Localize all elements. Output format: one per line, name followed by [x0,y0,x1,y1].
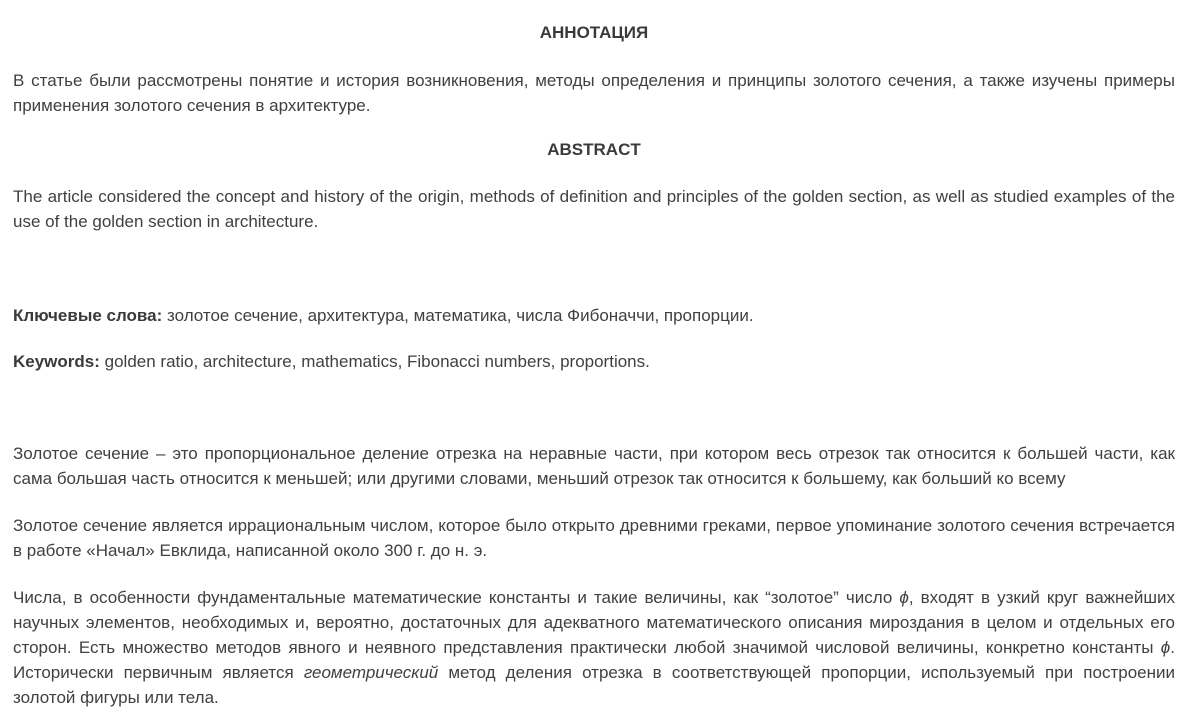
abstract-heading: ABSTRACT [547,140,641,159]
keywords-ru-text: золотое сечение, архитектура, математика, числа Фибоначчи, пропорции. [162,306,754,325]
abstract-text: The article considered the concept and history of the origin, methods of definition and principles of the golden section, as well as studied examples of the use of the golden section in architecture. [13,187,1175,231]
p3-part2: , входят в узкий круг важнейших научных элементов, необходимых и, вероятно, достаточных для адекватного математического описания мироздания в целом и отдельных его сторон. Есть множество методов явного и неявного представления практически любой значимой числовой величины, конкретно константы [13,588,1176,657]
body-paragraph-2: Золотое сечение является иррациональным числом, которое было открыто древними греками, первое упоминание золотого сечения встречается в работе «Начал» Евклида, написанной около 300 г. до н. э. [13,516,1175,560]
keywords-en-label: Keywords: [13,352,100,371]
p3-part1: Числа, в особенности фундаментальные математические константы и такие величины, как “золотое” число [13,588,900,607]
p3-part4: метод деления отрезка в соответствующей пропорции, используемый при построении золотой фигуры или тела. [13,663,1175,707]
p3-italic-term: геометрический [303,663,439,682]
keywords-en [13,349,1175,374]
phi-symbol: ϕ [899,588,909,607]
annotation-text: В статье были рассмотрены понятие и история возникновения, методы определения и принципы золотого сечения, а также изучены примеры применения золотого сечения в архитектуре. [13,71,1175,115]
annotation-heading: АННОТАЦИЯ [539,23,649,42]
phi-symbol: ϕ [1160,638,1171,657]
body-paragraph-1: Золотое сечение – это пропорциональное деление отрезка на неравные части, при котором весь отрезок так относится к большей части, как сама большая часть относится к меньшей; или другими словами, меньший отрезок так относится к большему, как больший ко всему [13,444,1175,488]
p3-part3: . Исторически первичным является [13,638,1175,682]
keywords-ru-label: Ключевые слова: [13,306,163,325]
keywords-ru [13,303,1175,328]
keywords-en-text: golden ratio, architecture, mathematics, Fibonacci numbers, proportions. [99,352,650,371]
body-paragraph-3 [13,585,1175,710]
article-page [13,0,1175,710]
